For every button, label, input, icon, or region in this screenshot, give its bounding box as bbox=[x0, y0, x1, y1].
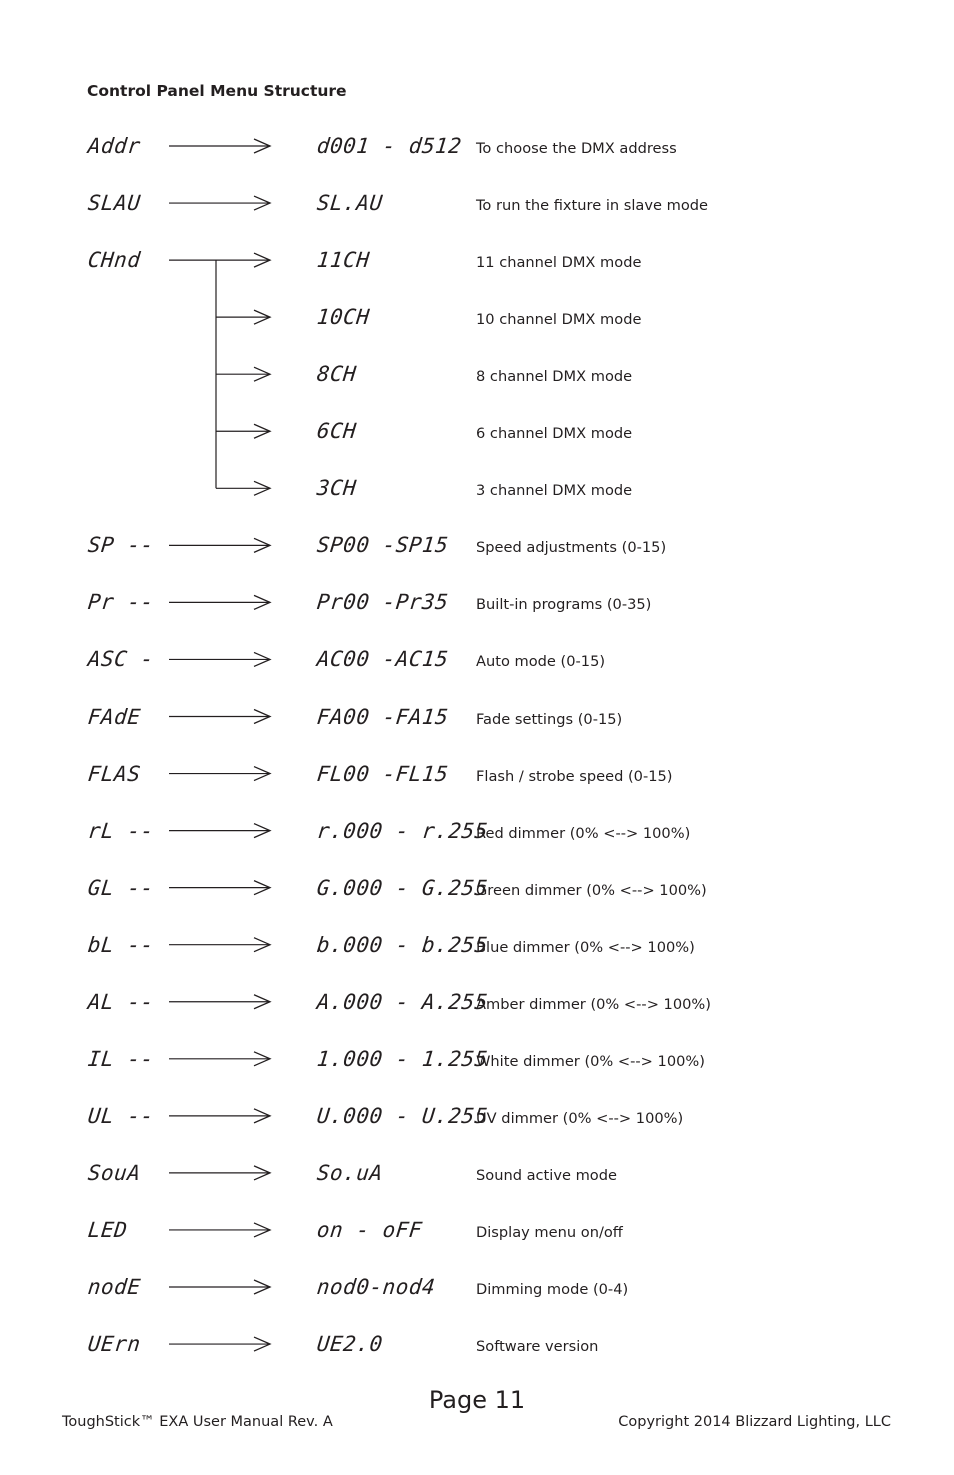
menu-code: LED bbox=[86, 1217, 129, 1242]
menu-code: GL -- bbox=[86, 875, 155, 900]
menu-description: UV dimmer (0% <--> 100%) bbox=[476, 1109, 684, 1127]
menu-value: nod0-nod4 bbox=[315, 1275, 437, 1299]
menu-description: Flash / strobe speed (0-15) bbox=[476, 767, 673, 785]
menu-row bbox=[0, 248, 954, 288]
menu-description: Display menu on/off bbox=[476, 1223, 623, 1241]
menu-row bbox=[0, 305, 954, 345]
menu-description: 6 channel DMX mode bbox=[476, 425, 633, 443]
menu-description: White dimmer (0% <--> 100%) bbox=[476, 1052, 705, 1070]
menu-description: 11 channel DMX mode bbox=[476, 254, 642, 272]
menu-description: To run the fixture in slave mode bbox=[476, 197, 709, 215]
menu-row bbox=[0, 819, 954, 859]
menu-description: Auto mode (0-15) bbox=[476, 653, 606, 671]
menu-value: U.000 - U.255 bbox=[315, 1103, 490, 1128]
menu-code: rL -- bbox=[86, 818, 155, 843]
menu-row bbox=[0, 134, 954, 174]
menu-code: Pr -- bbox=[86, 590, 155, 615]
menu-value: 8CH bbox=[315, 362, 358, 387]
menu-value: 11CH bbox=[315, 248, 371, 273]
menu-row bbox=[0, 533, 954, 573]
menu-description: Built-in programs (0-35) bbox=[476, 596, 652, 614]
menu-value: b.000 - b.255 bbox=[315, 932, 490, 957]
menu-description: Software version bbox=[476, 1338, 599, 1356]
menu-row bbox=[0, 476, 954, 516]
menu-value: SP00 -SP15 bbox=[315, 533, 450, 558]
menu-code: ASC - bbox=[86, 647, 155, 672]
menu-row bbox=[0, 1047, 954, 1087]
menu-code: SP -- bbox=[86, 533, 155, 558]
menu-value: FA00 -FA15 bbox=[315, 704, 450, 729]
menu-code: SLAU bbox=[86, 191, 142, 216]
menu-description: Blue dimmer (0% <--> 100%) bbox=[476, 938, 695, 956]
menu-value: Pr00 -Pr35 bbox=[315, 590, 450, 615]
menu-row bbox=[0, 1161, 954, 1201]
menu-description: To choose the DMX address bbox=[476, 140, 677, 157]
menu-code: UL -- bbox=[86, 1103, 155, 1128]
menu-code: IL -- bbox=[86, 1046, 155, 1071]
menu-row bbox=[0, 1218, 954, 1258]
menu-row bbox=[0, 590, 954, 630]
menu-row bbox=[0, 1275, 954, 1315]
menu-value: 1.000 - 1.255 bbox=[315, 1046, 490, 1071]
menu-code: nodE bbox=[86, 1275, 142, 1299]
page-heading: Control Panel Menu Structure bbox=[87, 82, 347, 100]
menu-description: Dimming mode (0-4) bbox=[476, 1281, 629, 1298]
footer-copyright: Copyright 2014 Blizzard Lighting, LLC bbox=[618, 1414, 891, 1430]
menu-description: Speed adjustments (0-15) bbox=[476, 539, 667, 557]
menu-row bbox=[0, 1332, 954, 1372]
menu-code: FAdE bbox=[86, 704, 142, 729]
menu-row bbox=[0, 705, 954, 745]
menu-row bbox=[0, 362, 954, 402]
menu-code: CHnd bbox=[86, 248, 142, 273]
menu-value: UE2.0 bbox=[315, 1332, 384, 1357]
menu-description: Sound active mode bbox=[476, 1166, 617, 1184]
menu-code: UErn bbox=[86, 1332, 142, 1357]
menu-value: 10CH bbox=[315, 305, 371, 330]
menu-row bbox=[0, 419, 954, 459]
menu-code: bL -- bbox=[86, 932, 155, 957]
menu-row bbox=[0, 647, 954, 687]
menu-code: AL -- bbox=[86, 989, 155, 1014]
menu-code: Addr bbox=[86, 134, 142, 158]
menu-row bbox=[0, 191, 954, 231]
footer-manual-title: ToughStick™ EXA User Manual Rev. A bbox=[62, 1414, 333, 1430]
menu-value: AC00 -AC15 bbox=[315, 647, 450, 672]
menu-row bbox=[0, 1104, 954, 1144]
menu-value: FL00 -FL15 bbox=[315, 761, 450, 786]
menu-value: r.000 - r.255 bbox=[315, 818, 490, 843]
menu-value: A.000 - A.255 bbox=[315, 989, 490, 1014]
menu-description: Red dimmer (0% <--> 100%) bbox=[476, 824, 691, 842]
menu-code: FLAS bbox=[86, 761, 142, 786]
menu-row bbox=[0, 990, 954, 1030]
menu-value: 6CH bbox=[315, 419, 358, 444]
menu-code: SouA bbox=[86, 1160, 142, 1185]
menu-description: Amber dimmer (0% <--> 100%) bbox=[476, 995, 711, 1013]
menu-description: Green dimmer (0% <--> 100%) bbox=[476, 881, 707, 899]
menu-value: So.uA bbox=[315, 1160, 384, 1185]
menu-description: 8 channel DMX mode bbox=[476, 368, 633, 386]
menu-value: G.000 - G.255 bbox=[315, 875, 490, 900]
menu-value: 3CH bbox=[315, 476, 358, 501]
menu-value: d001 - d512 bbox=[315, 134, 463, 158]
menu-description: Fade settings (0-15) bbox=[476, 710, 623, 728]
page-number: Page 11 bbox=[428, 1386, 526, 1414]
menu-value: on - oFF bbox=[315, 1217, 424, 1242]
menu-description: 3 channel DMX mode bbox=[476, 482, 633, 500]
menu-value: SL.AU bbox=[315, 191, 384, 216]
menu-description: 10 channel DMX mode bbox=[476, 311, 642, 329]
menu-row bbox=[0, 876, 954, 916]
menu-row bbox=[0, 933, 954, 973]
menu-row bbox=[0, 762, 954, 802]
